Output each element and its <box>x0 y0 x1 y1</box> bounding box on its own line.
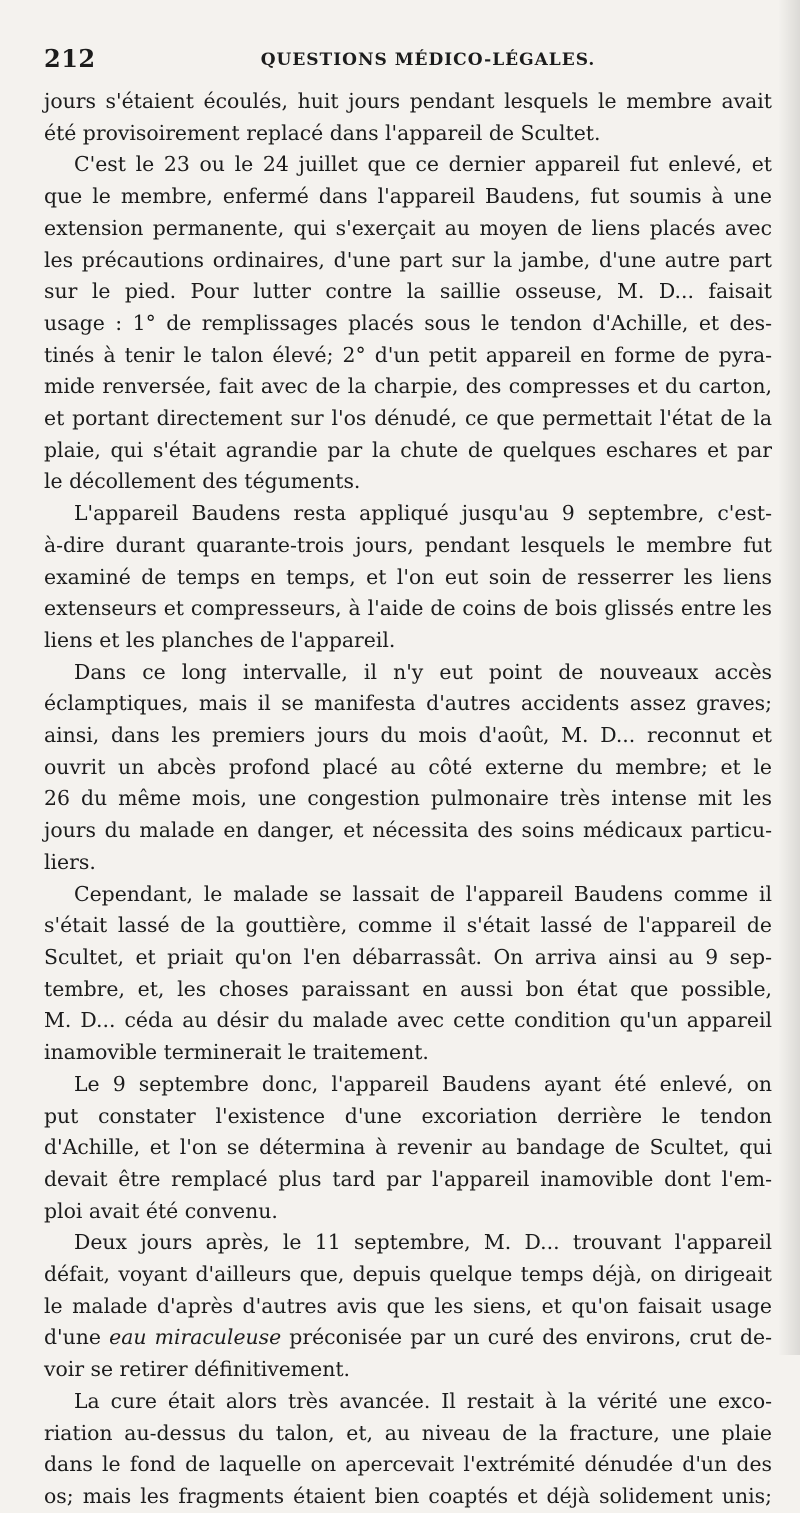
text-line: liens et les planches de l'appareil. <box>44 627 396 652</box>
text-line: usage : 1° de remplissages placés sous le tendon d'Achille, et des- <box>44 310 772 335</box>
text-line: riation au-dessus du talon, et, au niveau de la fracture, une plaie <box>44 1420 772 1445</box>
text-line: à-dire durant quarante-trois jours, pendant lesquels le membre fut <box>44 532 772 557</box>
running-title: QUESTIONS MÉDICO-LÉGALES. <box>260 50 596 70</box>
text-line: extension permanente, qui s'exerçait au moyen de liens placés avec <box>44 215 772 240</box>
text-line: éclamptiques, mais il se manifesta d'autres accidents assez graves; <box>44 691 772 716</box>
text-line: examiné de temps en temps, et l'on eut soin de resserrer les liens <box>44 564 772 589</box>
text-line: le décollement des téguments. <box>44 469 361 494</box>
text-line: dans le fond de laquelle on apercevait l'extrémité dénudée d'un des <box>44 1452 772 1477</box>
text-line: été provisoirement replacé dans l'appareil de Scultet. <box>44 120 601 145</box>
italic-phrase: eau miraculeuse <box>109 1325 282 1350</box>
text-line: M. D... céda au désir du malade avec cette condition qu'un appareil <box>44 1008 772 1033</box>
text-line: sur le pied. Pour lutter contre la saillie osseuse, M. D... faisait <box>44 279 772 304</box>
text-line-italic: d'une eau miraculeuse préconisée par un curé des environs, crut de- <box>44 1325 772 1350</box>
text-line: plaie, qui s'était agrandie par la chute de quelques eschares et par <box>44 437 772 462</box>
text-line: Le 9 septembre donc, l'appareil Baudens ayant été enlevé, on <box>74 1071 772 1096</box>
text-line: défait, voyant d'ailleurs que, depuis quelque temps déjà, on dirigeait <box>44 1262 772 1287</box>
text-line: voir se retirer définitivement. <box>44 1357 351 1382</box>
text-line: ploi avait été convenu. <box>44 1198 278 1223</box>
text-line: put constater l'existence d'une excoriation derrière le tendon <box>44 1103 772 1128</box>
text-line: jours du malade en danger, et nécessita des soins médicaux particu- <box>44 818 772 843</box>
text-line: d'Achille, et l'on se détermina à revenir au bandage de Scultet, qui <box>44 1135 772 1160</box>
text-line: ouvrit un abcès profond placé au côté externe du membre; et le <box>44 754 772 779</box>
text-line: extenseurs et compresseurs, à l'aide de coins de bois glissés entre les <box>44 596 772 621</box>
text-line: L'appareil Baudens resta appliqué jusqu'au 9 septembre, c'est- <box>74 501 772 526</box>
text-line: Cependant, le malade se lassait de l'appareil Baudens comme il <box>74 881 772 906</box>
page-number: 212 <box>44 44 96 73</box>
text-line: le malade d'après d'autres avis que les siens, et qu'on faisait usage <box>44 1293 772 1318</box>
text-line: La cure était alors très avancée. Il restait à la vérité une exco- <box>74 1388 772 1413</box>
text-line: et portant directement sur l'os dénudé, ce que permettait l'état de la <box>44 406 772 431</box>
text-line: jours s'étaient écoulés, huit jours pendant lesquels le membre avait <box>44 89 772 113</box>
text-line: Deux jours après, le 11 septembre, M. D... trouvant l'appareil <box>74 1230 772 1255</box>
text-line: mide renversée, fait avec de la charpie, des compresses et du carton, <box>44 374 772 399</box>
text-line: os; mais les fragments étaient bien coaptés et déjà solidement unis; <box>44 1483 772 1508</box>
text-line: liers. <box>44 849 96 874</box>
text-line: tembre, et, les choses paraissant en aussi bon état que possible, <box>44 976 772 1001</box>
text-line: que le membre, enfermé dans l'appareil Baudens, fut soumis à une <box>44 184 772 209</box>
text-line: tinés à tenir le talon élevé; 2° d'un petit appareil en forme de pyra- <box>44 342 772 367</box>
text-line: devait être remplacé plus tard par l'appareil inamovible dont l'em- <box>44 1166 772 1191</box>
text-line: 26 du même mois, une congestion pulmonaire très intense mit les <box>44 786 772 811</box>
text-line: C'est le 23 ou le 24 juillet que ce dernier appareil fut enlevé, et <box>74 152 772 177</box>
text-line: Scultet, et priait qu'on l'en débarrassât. On arriva ainsi au 9 sep- <box>44 944 772 969</box>
text-line: inamovible terminerait le traitement. <box>44 1040 429 1065</box>
text-line: Dans ce long intervalle, il n'y eut point de nouveaux accès <box>74 659 772 684</box>
text-line: s'était lassé de la gouttière, comme il s'était lassé de l'appareil de <box>44 913 772 938</box>
page-edge-shadow <box>778 0 800 1355</box>
body-text <box>44 86 772 1513</box>
text-line: ainsi, dans les premiers jours du mois d'août, M. D... reconnut et <box>44 723 772 748</box>
page-header <box>44 44 772 78</box>
text-line: les précautions ordinaires, d'une part sur la jambe, d'une autre part <box>44 247 772 272</box>
